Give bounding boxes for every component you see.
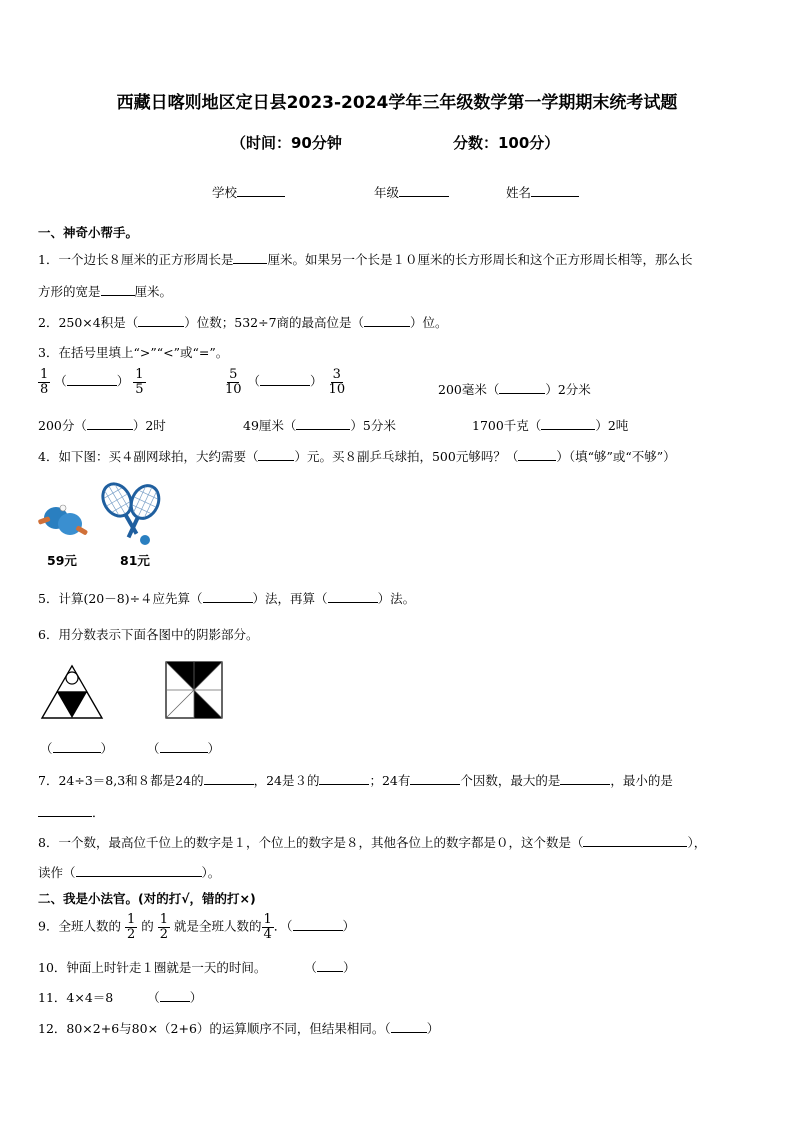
question-8-line2: 读作（ ）。 bbox=[38, 865, 221, 880]
q5-blank-2[interactable] bbox=[328, 590, 378, 603]
q3-compare-6: 1700千克（ ）2吨 bbox=[472, 418, 629, 433]
question-8-line1: 8．一个数，最高位千位上的数字是１，个位上的数字是８，其他各位上的数字都是０，这个数是（ ）， bbox=[38, 835, 707, 850]
exam-time: （时间：90分钟 bbox=[231, 134, 342, 152]
ping-pong-paddles-icon bbox=[36, 500, 88, 542]
question-4: 4．如下图：买４副网球拍，大约需要（ ）元。买８副乒乓球拍，500元够吗？（ ）（填“够”或“不够”） bbox=[38, 449, 676, 464]
school-field[interactable] bbox=[212, 183, 285, 201]
page-title: 西藏日喀则地区定日县2023-2024学年三年级数学第一学期期末统考试题 bbox=[116, 93, 678, 113]
question-1-line1: 1．一个边长８厘米的正方形周长是 厘米。如果另一个长是１０厘米的长方形周长和这个正方形周长相等，那么长 bbox=[38, 252, 693, 267]
q7-blank-2[interactable] bbox=[319, 772, 369, 785]
q9-blank[interactable] bbox=[293, 918, 343, 931]
q6-blank-1[interactable] bbox=[53, 740, 101, 753]
q12-blank[interactable] bbox=[391, 1020, 427, 1033]
grade-label: 年级 bbox=[374, 185, 400, 200]
ping-pong-price: 59元 bbox=[47, 553, 77, 568]
question-5: 5．计算(20－8)÷４应先算（ ）法，再算（ ）法。 bbox=[38, 591, 416, 606]
question-11: 11．4×4＝8 （ ） bbox=[38, 990, 203, 1005]
school-label: 学校 bbox=[212, 185, 238, 200]
q3-blank-1[interactable] bbox=[67, 373, 117, 386]
section-two-heading: 二、我是小法官。(对的打√，错的打×) bbox=[38, 891, 256, 906]
q7-blank-3[interactable] bbox=[410, 772, 460, 785]
question-3: 3．在括号里填上“>”“<”或“=”。 bbox=[38, 345, 229, 360]
q6-answer-2: （ ） bbox=[147, 741, 221, 756]
question-7-line2: ． bbox=[38, 803, 105, 821]
q7-blank-4[interactable] bbox=[560, 772, 610, 785]
name-field[interactable] bbox=[506, 183, 579, 201]
q5-blank-1[interactable] bbox=[203, 590, 253, 603]
q3-blank-3[interactable] bbox=[499, 381, 545, 394]
q3-compare-3: 200毫米（ ）2分米 bbox=[438, 382, 591, 397]
q10-blank[interactable] bbox=[317, 959, 343, 972]
tennis-rackets-icon bbox=[97, 480, 171, 550]
q2-blank-1[interactable] bbox=[138, 314, 184, 327]
q3-blank-4[interactable] bbox=[87, 417, 133, 430]
tennis-price: 81元 bbox=[120, 553, 150, 568]
q3-compare-1: $\frac{1}{8}$ （ ） $\frac{1}{5}$ bbox=[40, 367, 144, 397]
q3-blank-6[interactable] bbox=[541, 417, 595, 430]
grade-field[interactable] bbox=[374, 183, 449, 201]
q1-blank-2[interactable] bbox=[101, 283, 135, 296]
q8-blank-2[interactable] bbox=[76, 864, 202, 877]
question-12: 12．80×2+6与80×（2+6）的运算顺序不同，但结果相同。（ ） bbox=[38, 1021, 440, 1036]
question-7-line1: 7．24÷3＝8,3和８都是24的 ，24是３的 ；24有 个因数，最大的是 ，最小的是 bbox=[38, 773, 673, 788]
q8-blank-1[interactable] bbox=[583, 834, 687, 847]
question-6: 6．用分数表示下面各图中的阴影部分。 bbox=[38, 627, 259, 642]
q2-blank-2[interactable] bbox=[364, 314, 410, 327]
q6-answer-1: （ ） bbox=[40, 741, 114, 756]
q3-blank-2[interactable] bbox=[260, 373, 310, 386]
q3-compare-2: $\frac{5}{10}$ （ ） $\frac{3}{10}$ bbox=[225, 367, 346, 397]
exam-score: 分数：100分） bbox=[453, 134, 560, 152]
question-2: 2．250×4积是（ ）位数；532÷7商的最高位是（ ）位。 bbox=[38, 315, 448, 330]
triangle-shaded-figure bbox=[40, 664, 104, 720]
q7-blank-5[interactable] bbox=[38, 804, 92, 817]
q11-blank[interactable] bbox=[160, 989, 190, 1002]
question-1-line2: 方形的宽是 厘米。 bbox=[38, 284, 173, 299]
section-one-heading: 一、神奇小帮手。 bbox=[38, 225, 139, 240]
question-9: 9．全班人数的 $\frac{1}{2}$ 的 $\frac{1}{2}$ 就是全班人数的 $\frac{1}{4}$ ．（ ） bbox=[38, 912, 356, 942]
q7-blank-1[interactable] bbox=[204, 772, 254, 785]
q4-blank-2[interactable] bbox=[518, 448, 556, 461]
q6-blank-2[interactable] bbox=[160, 740, 208, 753]
square-shaded-figure bbox=[165, 661, 223, 719]
q4-blank-1[interactable] bbox=[258, 448, 294, 461]
q3-compare-4: 200分（ ）2时 bbox=[38, 418, 166, 433]
name-label: 姓名 bbox=[506, 185, 532, 200]
q1-blank-1[interactable] bbox=[233, 251, 267, 264]
question-10: 10．钟面上时针走１圈就是一天的时间。 （ ） bbox=[38, 960, 356, 975]
q3-blank-5[interactable] bbox=[296, 417, 350, 430]
q3-compare-5: 49厘米（ ）5分米 bbox=[243, 418, 396, 433]
